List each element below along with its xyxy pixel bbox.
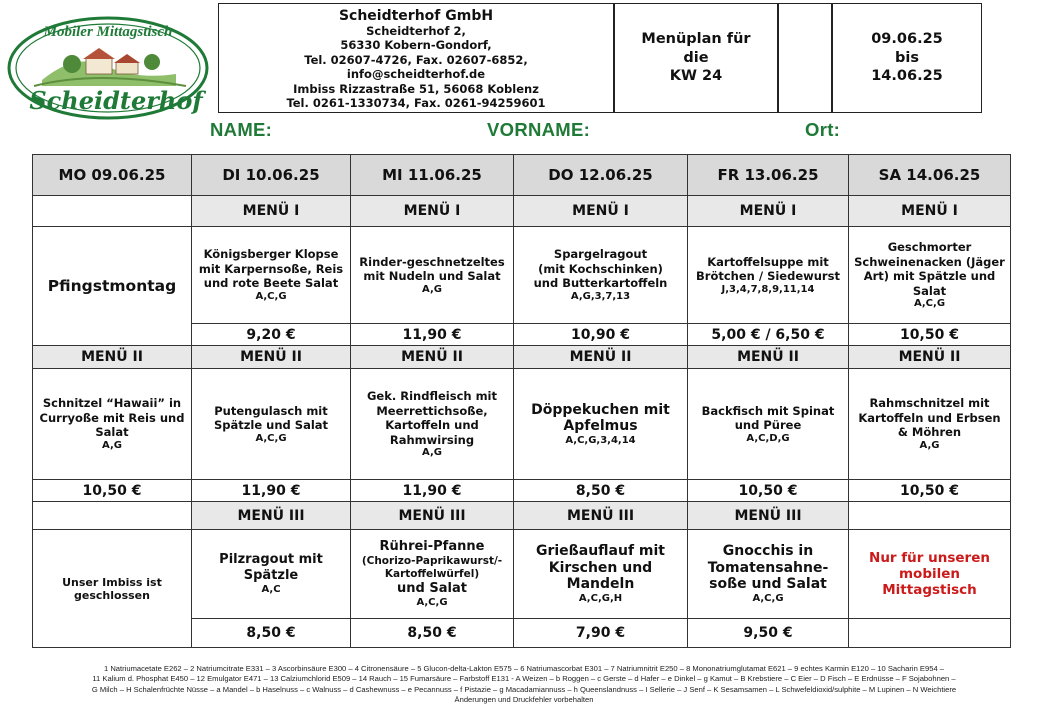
menu2-label: MENÜ II — [351, 346, 514, 369]
dish-text: Königsberger Klopse mit Karpernsoße, Reis und rote Beete Salat — [198, 247, 344, 291]
holiday-cell: Pfingstmontag — [33, 227, 192, 346]
menuplan-title — [614, 3, 778, 113]
dish-text: Rahmschnitzel mit Kartoffeln und Erbsen & Möhren — [858, 396, 1001, 440]
dish-text: Schnitzel “Hawaii” in Curryoße mit Reis und Salat — [39, 396, 185, 440]
ort-label: Ort: — [805, 119, 841, 140]
menu2-label: MENÜ II — [192, 346, 351, 369]
menu3-label-row — [33, 502, 1011, 530]
allergen-codes: A,G — [422, 283, 442, 295]
dish-subtext: (Chorizo-Paprikawurst/-Kartoffelwürfel) — [361, 555, 503, 580]
price: 10,50 € — [688, 480, 849, 502]
company-email: info@scheidterhof.de — [346, 67, 486, 82]
menu3-dish-friday — [688, 530, 849, 619]
dish-text: Kartoffelsuppe mit Brötchen / Siedewurst — [696, 254, 840, 283]
allergen-codes: A,G,3,7,13 — [570, 290, 631, 302]
menu-table — [32, 154, 1011, 648]
allergen-codes: A,C,G — [255, 432, 287, 444]
price: 10,50 € — [849, 324, 1011, 346]
company-info — [218, 3, 614, 113]
dish-text-2: und Butterkartoffeln — [533, 276, 668, 291]
menu1-label-row — [33, 196, 1011, 227]
price: 8,50 € — [192, 619, 351, 648]
menu3-dish-tuesday — [192, 530, 351, 619]
allergen-codes: A,C — [261, 584, 281, 595]
closed-cell — [33, 530, 192, 648]
menu2-dish-saturday — [849, 369, 1011, 480]
day-wednesday: MI 11.06.25 — [351, 155, 514, 196]
menu2-label-row — [33, 346, 1011, 369]
dish-text: Putengulasch mit Spätzle und Salat — [213, 403, 329, 432]
menu3-label: MENÜ III — [514, 502, 688, 530]
dish-text: Gnocchis in Tomatensahne-soße und Salat — [707, 543, 829, 593]
menu2-dish-thursday — [514, 369, 688, 480]
menu3-dish-wednesday — [351, 530, 514, 619]
menu1-dish-tuesday — [192, 227, 351, 324]
dish-text: Grießauflauf mit Kirschen und Mandeln — [535, 543, 665, 593]
menu1-label: MENÜ I — [849, 196, 1011, 227]
menu1-label: MENÜ I — [351, 196, 514, 227]
menu3-label: MENÜ III — [192, 502, 351, 530]
date-bis: bis — [895, 49, 919, 66]
company-name: Scheidterhof GmbH — [338, 8, 494, 24]
legend-line-1: 1 Natriumacetate E262 – 2 Natriumcitrate E331 – 3 Ascorbinsäure E300 – 4 Citronensäure – 5 Glucon-delta-Lakton E575 – 6 Natriumascorbat E301 – 7 Natriumnitrit E250 – 8 Mononatriumglutamat E621 – 9 echtes Karmin E120 – 10 Sacharin E954 – — [103, 664, 944, 673]
price: 8,50 € — [351, 619, 514, 648]
disclaimer: Änderungen und Druckfehler vorbehalten — [454, 695, 594, 705]
menu2-price-row — [33, 480, 1011, 502]
dish-text: Döppekuchen mit Apfelmus — [531, 401, 670, 434]
menu2-dish-wednesday — [351, 369, 514, 480]
day-saturday: SA 14.06.25 — [849, 155, 1011, 196]
date-from: 09.06.25 — [871, 31, 943, 48]
price: 9,20 € — [192, 324, 351, 346]
vorname-label: VORNAME: — [487, 119, 591, 140]
allergen-codes: J,3,4,7,8,9,11,14 — [721, 283, 815, 295]
allergen-codes: A,C,G — [913, 298, 946, 309]
allergen-codes: A,G — [102, 439, 122, 451]
allergen-codes: A,C,G — [416, 597, 448, 608]
price: 10,90 € — [514, 324, 688, 346]
day-friday: FR 13.06.25 — [688, 155, 849, 196]
allergen-legend — [40, 664, 1008, 706]
menu3-dish-thursday — [514, 530, 688, 619]
closed-text: Unser Imbiss ist geschlossen — [62, 575, 162, 602]
allergen-codes: A,C,G,H — [578, 592, 623, 604]
price: 10,50 € — [849, 480, 1011, 502]
day-thursday: DO 12.06.25 — [514, 155, 688, 196]
menu2-dish-row — [33, 369, 1011, 480]
menuplan-line-2: die — [683, 49, 709, 66]
menu2-dish-monday — [33, 369, 192, 480]
dish-text: Backfisch mit Spinat und Püree — [701, 403, 835, 432]
allergen-codes: A,G — [919, 439, 940, 451]
blank-header-cell — [778, 3, 832, 113]
price: 8,50 € — [514, 480, 688, 502]
dish-subtext: (mit Kochschinken) — [538, 261, 663, 276]
menu1-label: MENÜ I — [192, 196, 351, 227]
menu1-dish-thursday — [514, 227, 688, 324]
legend-line-2: 11 Kalium d. Phosphat E450 – 12 Emulgator E471 – 13 Calziumchlorid E509 – 14 Rauch – 15 Fumarsäure – Farbstoff E131 - A Weizen – b Roggen – c Gerste – d Hafer – e Dinkel – g Kamut – B Krebstiere – C Eier – D Fisch – E Erdnüsse – F Sojabohnen – — [92, 674, 956, 684]
price: 11,90 € — [192, 480, 351, 502]
menu1-dish-saturday — [849, 227, 1011, 324]
day-monday: MO 09.06.25 — [33, 155, 192, 196]
dish-text: Rinder-geschnetzeltes mit Nudeln und Salat — [359, 254, 505, 283]
menu3-label: MENÜ III — [351, 502, 514, 530]
empty-cell — [33, 196, 192, 227]
company-phone: Tel. 02607-4726, Fax. 02607-6852, — [304, 52, 528, 67]
company-address: Scheidterhof 2, — [366, 24, 466, 38]
menu2-label: MENÜ II — [849, 346, 1011, 369]
empty-cell — [849, 502, 1011, 530]
logo — [6, 14, 211, 122]
menu3-dish-row — [33, 530, 1011, 619]
day-tuesday: DI 10.06.25 — [192, 155, 351, 196]
menu1-dish-row — [33, 227, 1011, 324]
imbiss-phone: Tel. 0261-1330734, Fax. 0261-94259601 — [286, 96, 546, 111]
menu1-dish-friday — [688, 227, 849, 324]
allergen-codes: A,G — [422, 447, 442, 458]
date-range — [832, 3, 982, 113]
price: 9,50 € — [688, 619, 849, 648]
company-city: 56330 Kobern-Gondorf, — [340, 38, 492, 53]
dish-text: Pilzragout mit Spätzle — [219, 552, 323, 583]
name-label: NAME: — [210, 119, 273, 140]
menu3-note-saturday — [849, 530, 1011, 619]
price: 7,90 € — [514, 619, 688, 648]
dish-text: Gek. Rindfleisch mit Meerrettichsoße, Kartoffeln und Rahmwirsing — [366, 389, 497, 447]
legend-line-3: G Milch – H Schalenfrüchte Nüsse – a Mandel – b Haselnuss – c Walnuss – d Cashewnuss – e Pecannuss – f Pistazie – g Macadamiannuss – h Queenslandnuss – I Sellerie – J Senf – K Sesamsamen – L Schwefeldioxid/sulphite – M Lupinen – N Weichtiere — [91, 684, 957, 694]
menu2-dish-tuesday — [192, 369, 351, 480]
mobile-only-note: Nur für unseren mobilen Mittagstisch — [869, 550, 990, 598]
dish-text: Rührei-Pfanne — [379, 539, 485, 554]
allergen-codes: A,C,G — [255, 290, 287, 302]
allergen-codes: A,C,G,3,4,14 — [565, 434, 636, 446]
empty-cell — [33, 502, 192, 530]
price: 11,90 € — [351, 324, 514, 346]
menu1-label: MENÜ I — [688, 196, 849, 227]
menu1-label: MENÜ I — [514, 196, 688, 227]
menu2-label: MENÜ II — [514, 346, 688, 369]
empty-cell — [849, 619, 1011, 648]
menu1-dish-wednesday — [351, 227, 514, 324]
price: 5,00 € / 6,50 € — [688, 324, 849, 346]
price: 11,90 € — [351, 480, 514, 502]
dish-text-2: und Salat — [397, 581, 467, 596]
day-header-row — [33, 155, 1011, 196]
price: 10,50 € — [33, 480, 192, 502]
menu2-label: MENÜ II — [688, 346, 849, 369]
menu2-dish-friday — [688, 369, 849, 480]
allergen-codes: A,C,G — [752, 592, 784, 604]
menu2-label: MENÜ II — [33, 346, 192, 369]
logo-script-text: Scheidterhof — [29, 86, 203, 115]
allergen-codes: A,C,D,G — [746, 432, 790, 444]
date-to: 14.06.25 — [871, 68, 943, 85]
menuplan-line-1: Menüplan für — [641, 31, 751, 48]
imbiss-address: Imbiss Rizzastraße 51, 56068 Koblenz — [293, 81, 539, 96]
menuplan-week: KW 24 — [669, 68, 723, 85]
menu3-label: MENÜ III — [688, 502, 849, 530]
logo-top-text: Mobiler Mittagstisch — [43, 24, 173, 40]
dish-text: Spargelragout — [553, 247, 648, 262]
dish-text: Geschmorter Schweinenacken (Jäger Art) mit Spätzle und Salat — [854, 240, 1005, 298]
